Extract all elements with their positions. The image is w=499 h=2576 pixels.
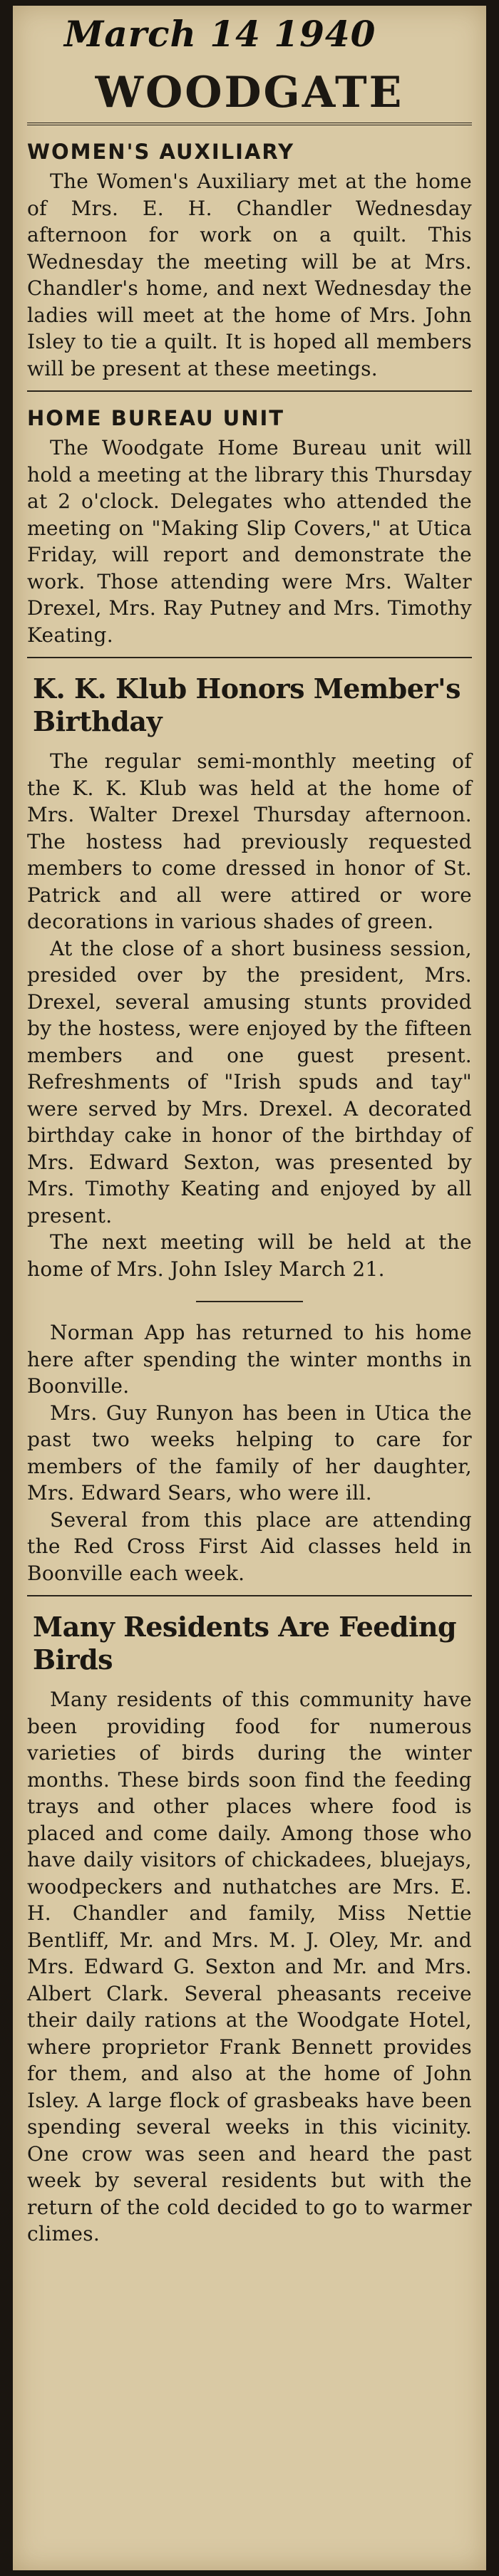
divider — [27, 1595, 472, 1596]
article-paragraph: At the close of a short business session, presided over by the president, Mrs. Drexel, several amusing stunts provided by the hostess, were enjoyed by the fifteen members and one guest present. Refreshments of "Irish spuds and tay" were served by Mrs. Drexel. A decorated birthday cake in honor of the birthday of Mrs. Edward Sexton, was presented by Mrs. Timothy Keating and enjoyed by all present. — [27, 936, 472, 1227]
article-paragraph: The Woodgate Home Bureau unit will hold a meeting at the library this Thursday at 2 o'clock. Delegates who attended the meeting on "Making Slip Covers," at Utica Friday, will report and demonstrate the work. Those attending were Mrs. Walter Drexel, Mrs. Ray Putney and Mrs. Timothy Keating. — [27, 436, 472, 647]
article-womens-auxiliary — [27, 138, 472, 382]
divider — [27, 390, 472, 392]
divider — [27, 657, 472, 658]
divider — [196, 1301, 303, 1302]
article-heading: HOME BUREAU UNIT — [27, 406, 285, 430]
article-paragraph: The next meeting will be held at the home of Mrs. John Isley March 21. — [27, 1230, 472, 1281]
article-headline: K. K. Klub Honors Member's Birthday — [33, 672, 461, 737]
article-local-news — [27, 1319, 472, 1586]
article-paragraph: Mrs. Guy Runyon has been in Utica the past two weeks helping to care for members of the family of her daughter, Mrs. Edward Sears, who were ill. — [27, 1401, 472, 1505]
article-paragraph: Norman App has returned to his home here after spending the winter months in Boonville. — [27, 1321, 472, 1398]
masthead: WOODGATE — [27, 63, 472, 125]
article-home-bureau-unit — [27, 405, 472, 648]
article-paragraph: Many residents of this community have been providing food for numerous varieties of birds during the winter months. These birds soon find the feeding trays and other places where food is placed and come daily. Among those who have daily visitors of chickadees, bluejays, woodpeckers and nuthatches are Mrs. E. H. Chandler and family, Miss Nettie Bentliff, Mr. and Mrs. M. J. Oley, Mr. and Mrs. Edward G. Sexton and Mr. and Mrs. Albert Clark. Several pheasants receive their daily rations at the Woodgate Hotel, where proprietor Frank Bennett provides for them, and also at the home of John Isley. A large flock of grasbeaks have been spending several weeks in this vicinity. One crow was seen and heard the past week by several residents but with the return of the cold decided to go to warmer climes. — [27, 1688, 472, 2245]
newspaper-clipping — [13, 6, 486, 2570]
article-headline: Many Residents Are Feeding Birds — [33, 1611, 457, 1676]
article-paragraph: The Women's Auxiliary met at the home of Mrs. E. H. Chandler Wednesday afternoon for work on a quilt. This Wednesday the meeting will be at Mrs. Chandler's home, and next Wednesday the ladies will meet at the home of Mrs. John Isley to tie a quilt. It is hoped all members will be present at these meetings. — [27, 170, 472, 380]
article-kk-klub — [27, 672, 472, 1282]
article-paragraph: Several from this place are attending the Red Cross First Aid classes held in Boonville each week. — [27, 1507, 472, 1585]
article-feeding-birds — [27, 1611, 472, 2248]
article-paragraph: The regular semi-monthly meeting of the K. K. Klub was held at the home of Mrs. Walter Drexel Thursday afternoon. The hostess had previously requested members to come dressed in honor of St. Patrick and all were attired or wore decorations in various shades of green. — [27, 749, 472, 933]
article-heading: WOMEN'S AUXILIARY — [27, 140, 295, 164]
handwritten-date: March 14 1940 — [64, 13, 376, 55]
